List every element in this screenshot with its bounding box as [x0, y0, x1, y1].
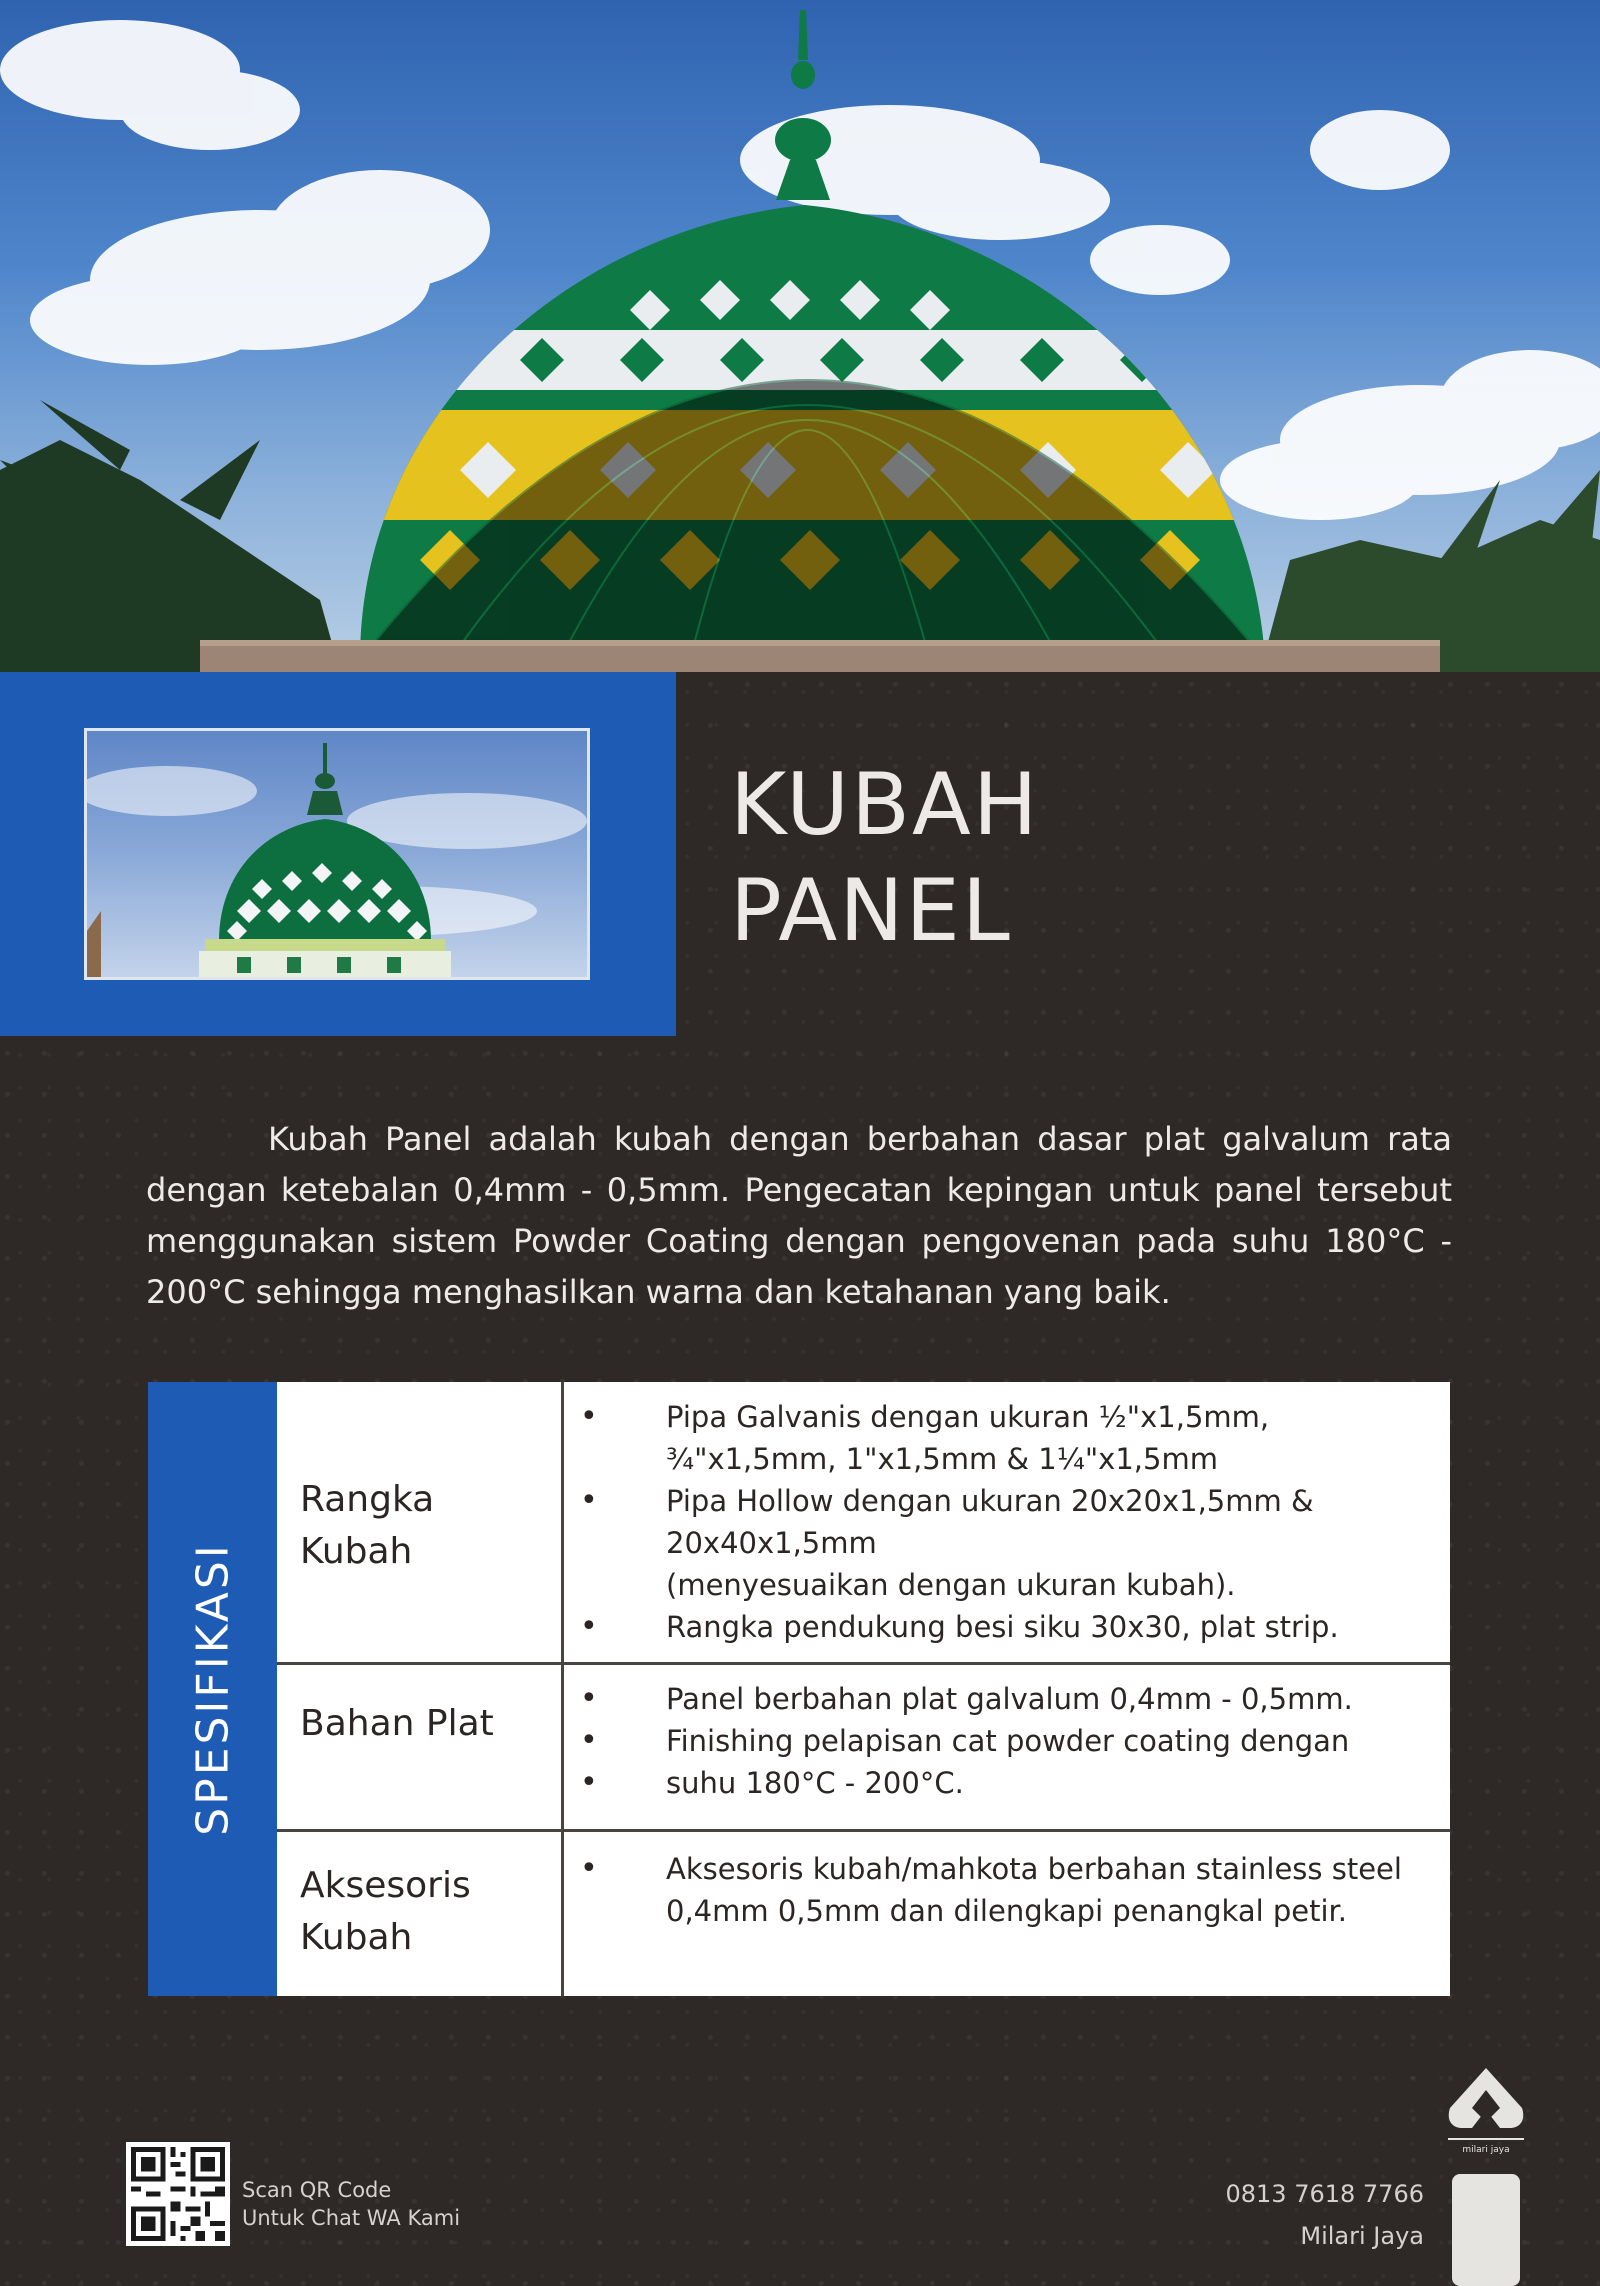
company-name: Milari Jaya [1300, 2222, 1424, 2250]
list-item: • suhu 180°C - 200°C. [580, 1762, 1430, 1804]
row-label-aksesoris-kubah: Aksesoris Kubah [300, 1865, 471, 1958]
hero-dome-photo [0, 0, 1600, 672]
row-items-rangka-kubah [580, 1396, 1430, 1648]
row-items-bahan-plat [580, 1678, 1430, 1804]
milari-jaya-logo-icon [1440, 2060, 1532, 2286]
description-paragraph: Kubah Panel adalah kubah dengan berbahan dasar plat galvalum rata dengan ketebalan 0,4mm - 0,5mm. Pengecatan kepingan untuk panel tersebut menggunakan sistem Powder Coating dengan pengovenan pada suhu 180°C - 200°C sehingga menghasilkan warna dan ketahanan yang baik. [146, 1120, 1452, 1311]
list-item: • Pipa Hollow dengan ukuran 20x20x1,5mm & 20x40x1,5mm [580, 1480, 1430, 1564]
contact-info [1226, 2173, 1425, 2257]
list-item: • Pipa Galvanis dengan ukuran ½"x1,5mm, ¾"x1,5mm, 1"x1,5mm & 1¼"x1,5mm [580, 1396, 1430, 1480]
table-divider-row-1 [277, 1662, 1450, 1665]
spec-tab-label: SPESIFIKASI [187, 1542, 238, 1836]
row-label-bahan-plat: Bahan Plat [300, 1703, 494, 1744]
table-divider-row-2 [277, 1829, 1450, 1832]
row-items-aksesoris-kubah [580, 1848, 1430, 1932]
row-label-rangka-kubah: Rangka Kubah [300, 1479, 435, 1572]
title-line-1: KUBAH [730, 755, 1040, 855]
list-item: • Panel berbahan plat galvalum 0,4mm - 0,5mm. [580, 1678, 1430, 1720]
table-divider-vertical [561, 1382, 564, 1996]
page-title [730, 752, 1040, 964]
logo-text: milari jaya [1462, 2145, 1510, 2155]
dome-thumbnail-photo [84, 728, 590, 980]
list-item: • Finishing pelapisan cat powder coating dengan [580, 1720, 1430, 1762]
qr-code-icon[interactable] [126, 2142, 230, 2246]
title-line-2: PANEL [730, 861, 1012, 961]
list-item: • Aksesoris kubah/mahkota berbahan stainless steel 0,4mm 0,5mm dan dilengkapi penangkal petir. [580, 1848, 1430, 1932]
qr-caption: Scan QR Code Untuk Chat WA Kami [242, 2178, 461, 2230]
list-item: (menyesuaikan dengan ukuran kubah). [666, 1568, 1236, 1602]
phone-number: 0813 7618 7766 [1225, 2180, 1424, 2208]
spec-side-tab [148, 1382, 277, 1996]
list-item: • Rangka pendukung besi siku 30x30, plat strip. [580, 1606, 1430, 1648]
